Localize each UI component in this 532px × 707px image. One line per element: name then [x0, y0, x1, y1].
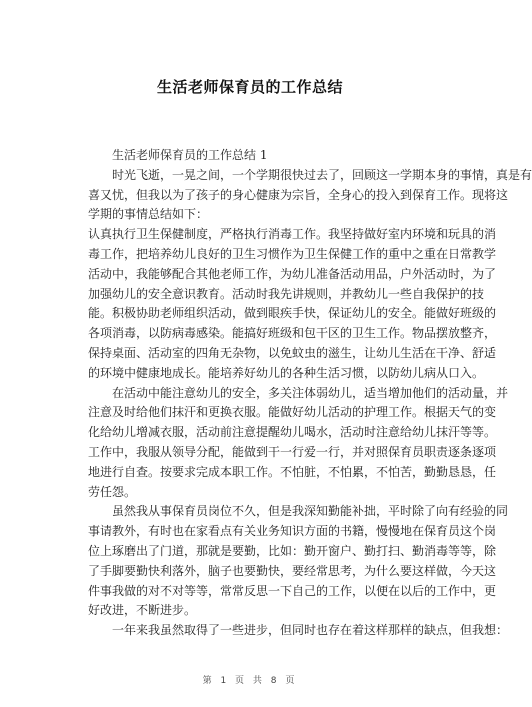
body-line: 的环境中健康地成长。能培养好幼儿的各种生活习惯，以防幼儿病从口入。: [88, 365, 485, 380]
body-line: 地进行自查。按要求完成本职工作。不怕脏，不怕累，不怕苦，勤勤恳恳，任: [88, 464, 497, 479]
page-number-footer: 第 1 页 共 8 页: [202, 676, 298, 686]
body-line: 保持桌面、活动室的四角无杂物，以免蚊虫的滋生，让幼儿生活在干净、舒适: [88, 345, 497, 360]
body-line: 学期的事情总结如下：: [88, 207, 209, 222]
body-line: 化给幼儿增减衣服，活动前注意提醒幼儿喝水，活动时注意给幼儿抹汗等等。: [88, 425, 497, 440]
body-line: 在活动中能注意幼儿的安全，多关注体弱幼儿，适当增加他们的活动量，并: [88, 385, 509, 400]
body-line: 喜又忧，但我以为了孩子的身心健康为宗旨，全身心的投入到保育工作。现将这: [88, 187, 509, 202]
body-line: 加强幼儿的安全意识教育。活动时我先讲规则，并教幼儿一些自我保护的技: [88, 286, 485, 301]
body-line: 事请教外，有时也在家看点有关业务知识方面的书籍，慢慢地在保育员这个岗: [88, 524, 497, 539]
body-line: 工作中，我服从领导分配，能做到干一行爱一行，并对照保育员职责逐条逐项: [88, 444, 497, 459]
body-line: 能。积极协助老师组织活动，做到眼疾手快，保证幼儿的安全。能做好班级的: [88, 306, 497, 321]
body-line: 一年来我虽然取得了一些进步，但同时也存在着这样那样的缺点，但我想：: [88, 623, 509, 638]
document-body: [88, 146, 532, 641]
page-title: 生活老师保育员的工作总结: [156, 78, 343, 96]
body-line: 件事我做的对不对等等，常常反思一下自己的工作，以便在以后的工作中，更: [88, 583, 497, 598]
body-line: 时光飞逝，一晃之间，一个学期很快过去了，回顾这一学期本身的事情，真是有: [88, 167, 532, 182]
body-line: 劳任怨。: [88, 484, 137, 499]
body-line: 虽然我从事保育员岗位不久，但是我深知勤能补拙，平时除了向有经验的同: [88, 504, 509, 519]
body-line: 毒工作，把培养幼儿良好的卫生习惯作为卫生保健工作的重中之重在日常教学: [88, 246, 497, 261]
body-line: 活动中，我能够配合其他老师工作，为幼儿准备活动用品，户外活动时，为了: [88, 266, 497, 281]
body-line: 注意及时给他们抹汗和更换衣服。能做好幼儿活动的护理工作。根据天气的变: [88, 405, 497, 420]
body-line: 认真执行卫生保健制度，严格执行消毒工作。我坚持做好室内环境和玩具的消: [88, 227, 497, 242]
body-line: 好改进，不断进步。: [88, 603, 197, 618]
body-line: 生活老师保育员的工作总结 1: [88, 148, 268, 162]
body-line: 了手脚要勤快利落外，脑子也要勤快，要经常思考，为什么要这样做，今天这: [88, 563, 497, 578]
body-line: 各项消毒，以防病毒感染。能搞好班级和包干区的卫生工作。物品摆放整齐，: [88, 326, 497, 341]
body-line: 位上琢磨出了门道，那就是要勤，比如：勤开窗户、勤打扫、勤消毒等等，除: [88, 543, 497, 558]
